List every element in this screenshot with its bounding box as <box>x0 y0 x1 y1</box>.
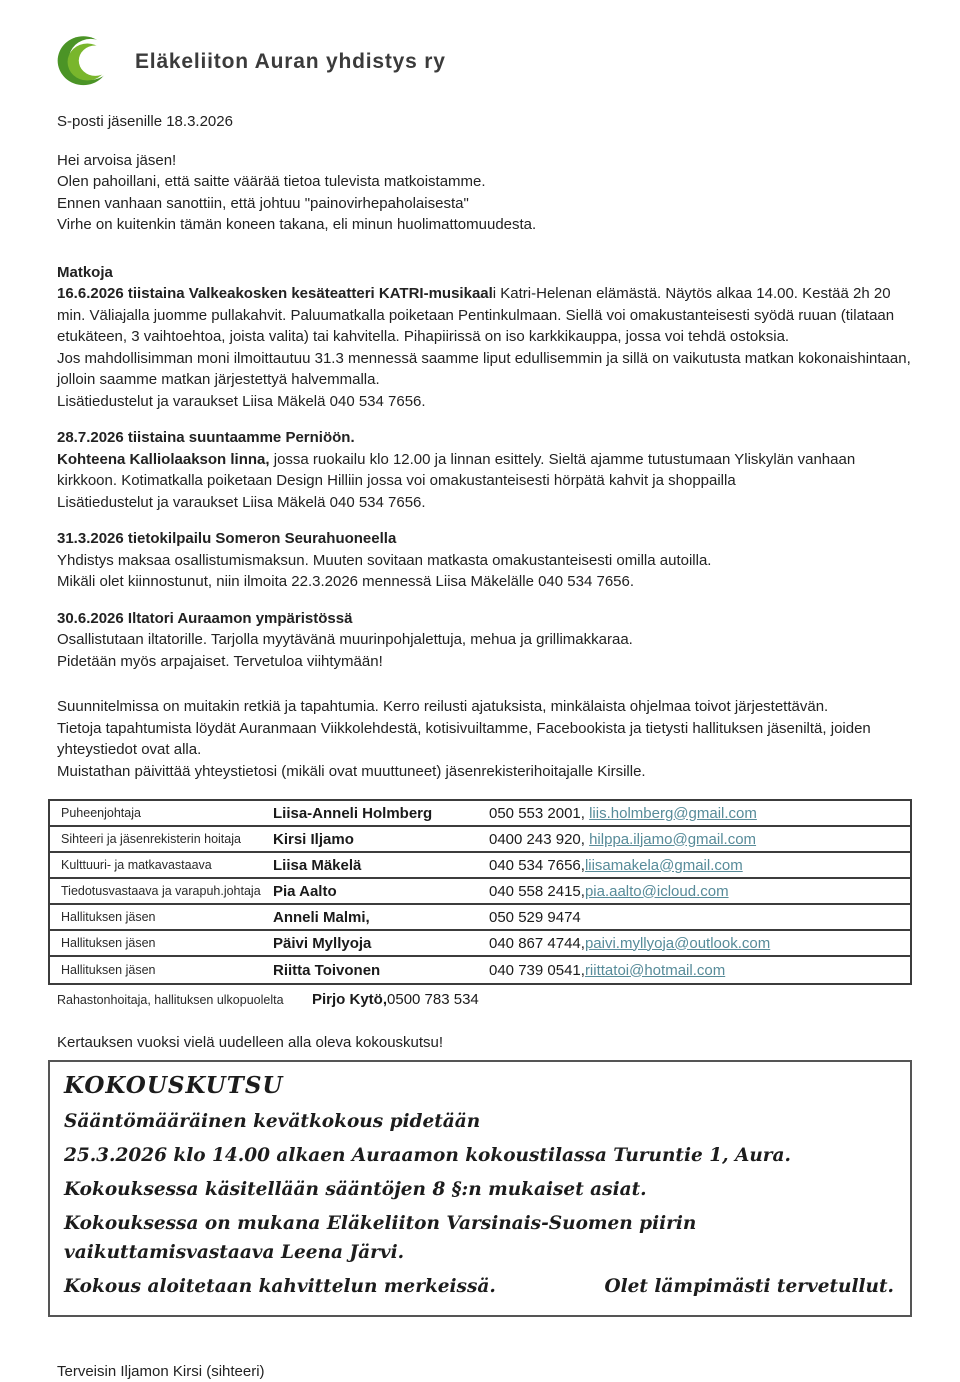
contact-role: Puheenjohtaja <box>61 806 273 820</box>
email-link[interactable]: paivi.myllyoja@outlook.com <box>585 935 770 952</box>
intro-line: Olen pahoillani, että saitte väärää tietoa tulevista matkoistamme. <box>57 171 912 193</box>
email-link[interactable]: riittatoi@hotmail.com <box>585 962 725 979</box>
plans-paragraph <box>57 696 912 782</box>
trip-pernio-description: jossa ruokailu klo 12.00 ja linnan esittely. Sieltä ajamme tutustumaan Yliskylän vanhaan kirkkoon. Kotimatkalla poiketaan Design Hilliin jossa voi omakustanteisesti hörpätä kahvit ja shoppailla <box>57 451 855 490</box>
plans-line: Suunnitelmissa on muitakin retkiä ja tapahtumia. Kerro reilusti ajatuksista, minkälaista ohjelmaa toivot järjestettävän. <box>57 696 912 718</box>
event-tietokilpailu <box>57 528 912 593</box>
table-row <box>50 801 910 827</box>
trip-pernio-contact: Lisätiedustelut ja varaukset Liisa Mäkelä 040 534 7656. <box>57 492 912 514</box>
email-link[interactable]: hilppa.iljamo@gmail.com <box>589 831 756 848</box>
date-line: S-posti jäsenille 18.3.2026 <box>57 111 912 133</box>
event-iltatori-line: Osallistutaan iltatorille. Tarjolla myytävänä muurinpohjalettuja, mehua ja grillimakkaraa. <box>57 629 912 651</box>
trip-valkeakoski-contact: Lisätiedustelut ja varaukset Liisa Mäkelä 040 534 7656. <box>57 391 912 413</box>
event-iltatori-line: Pidetään myös arpajaiset. Tervetuloa viihtymään! <box>57 651 912 673</box>
closing-line: Terveisin Iljamon Kirsi (sihteeri) <box>57 1361 912 1382</box>
contact-phone-email: 050 553 2001, liis.holmberg@gmail.com <box>489 805 910 822</box>
contact-role: Hallituksen jäsen <box>61 963 273 977</box>
contact-name: Anneli Malmi, <box>273 909 489 926</box>
treasurer-phone: 0500 783 534 <box>387 991 479 1008</box>
trip-valkeakoski <box>57 283 912 412</box>
contact-role: Kulttuuri- ja matkavastaava <box>61 858 273 872</box>
event-iltatori <box>57 608 912 673</box>
contact-phone-email: 040 558 2415,pia.aalto@icloud.com <box>489 883 910 900</box>
treasurer-role: Rahastonhoitaja, hallituksen ulkopuolelta <box>57 993 312 1007</box>
intro-paragraph <box>57 150 912 236</box>
org-logo-icon <box>57 35 123 89</box>
contact-name: Liisa-Anneli Holmberg <box>273 805 489 822</box>
plans-line: Tietoja tapahtumista löydät Auranmaan Viikkolehdestä, kotisivuiltamme, Facebookista ja tietysti hallituksen jäseniltä, joiden yhteystiedot ovat alla. <box>57 718 912 761</box>
meeting-notice-welcome: Olet lämpimästi tervetullut. <box>604 1272 894 1301</box>
contacts-table <box>48 799 912 985</box>
contact-name: Kirsi Iljamo <box>273 831 489 848</box>
contact-phone-email: 040 739 0541,riittatoi@hotmail.com <box>489 962 910 979</box>
email-link[interactable]: liis.holmberg@gmail.com <box>589 805 757 822</box>
trip-valkeakoski-tickets-note: Jos mahdollisimman moni ilmoittautuu 31.3 mennessä saamme liput edullisemmin ja sillä on vaikutusta matkan kokonaishintaan, jolloin saamme matkan järjestettyä halvemmalla. <box>57 348 912 391</box>
plans-line: Muistathan päivittää yhteystietosi (mikäli ovat muuttuneet) jäsenrekisterihoitajalle Kirsille. <box>57 761 912 783</box>
event-tietokilpailu-title: 31.3.2026 tietokilpailu Someron Seurahuoneella <box>57 528 912 550</box>
trip-pernio <box>57 427 912 513</box>
table-row <box>50 853 910 879</box>
email-link[interactable]: liisamakela@gmail.com <box>585 857 743 874</box>
meeting-notice-line: Sääntömääräinen kevätkokous pidetään <box>64 1107 894 1136</box>
table-row <box>50 931 910 957</box>
reminder-line: Kertauksen vuoksi vielä uudelleen alla oleva kokouskutsu! <box>57 1032 912 1054</box>
table-row <box>50 905 910 931</box>
contact-role: Hallituksen jäsen <box>61 910 273 924</box>
contact-name: Pia Aalto <box>273 883 489 900</box>
intro-line: Ennen vanhaan sanottiin, että johtuu "painovirhepaholaisesta" <box>57 193 912 215</box>
intro-line: Virhe on kuitenkin tämän koneen takana, eli minun huolimattomuudesta. <box>57 214 912 236</box>
table-row <box>50 879 910 905</box>
section-title-matkoja: Matkoja <box>57 262 912 284</box>
contact-phone-email: 0400 243 920, hilppa.iljamo@gmail.com <box>489 831 910 848</box>
meeting-notice-line: Kokouksessa käsitellään sääntöjen 8 §:n mukaiset asiat. <box>64 1175 894 1204</box>
contact-name: Päivi Myllyoja <box>273 935 489 952</box>
table-row <box>50 957 910 983</box>
meeting-notice-line <box>64 1272 894 1301</box>
treasurer-line <box>57 991 912 1008</box>
meeting-notice-coffee: Kokous aloitetaan kahvittelun merkeissä. <box>64 1272 496 1301</box>
meeting-notice-line: 25.3.2026 klo 14.00 alkaen Auraamon kokoustilassa Turuntie 1, Aura. <box>64 1141 894 1170</box>
table-row <box>50 827 910 853</box>
event-tietokilpailu-line: Mikäli olet kiinnostunut, niin ilmoita 22.3.2026 mennessä Liisa Mäkelälle 040 534 7656. <box>57 571 912 593</box>
trip-pernio-title: 28.7.2026 tiistaina suuntaamme Perniöön. <box>57 427 912 449</box>
meeting-notice-line: Kokouksessa on mukana Eläkeliiton Varsinais-Suomen piirin vaikuttamisvastaava Leena Järvi. <box>64 1209 894 1267</box>
trip-valkeakoski-description: i Katri-Helenan elämästä. Näytös alkaa 14.00. Kestää 2h 20 min. Väliajalla juomme pullakahvit. Paluumatkalla poiketaan Pentinkulmaan. Siellä voi omakustanteisesti syödä ruuan (tilataan etukäteen, 3 vaihtoehtoa, joista valita) tai kahvitella. Pihapiirissä on iso karkkikauppa, jossa voi tehdä ostoksia. <box>57 285 894 345</box>
event-iltatori-title: 30.6.2026 Iltatori Auraamon ympäristössä <box>57 608 912 630</box>
trip-pernio-destination: Kohteena Kalliolaakson linna, <box>57 451 270 468</box>
trip-valkeakoski-paragraph <box>57 283 912 348</box>
contact-name: Liisa Mäkelä <box>273 857 489 874</box>
contact-name: Riitta Toivonen <box>273 962 489 979</box>
contact-role: Sihteeri ja jäsenrekisterin hoitaja <box>61 832 273 846</box>
intro-line: Hei arvoisa jäsen! <box>57 150 912 172</box>
meeting-notice-box <box>48 1060 912 1317</box>
meeting-notice-title: KOKOUSKUTSU <box>64 1070 894 1102</box>
trip-valkeakoski-title: 16.6.2026 tiistaina Valkeakosken kesäteatteri KATRI-musikaal <box>57 285 493 302</box>
contact-role: Hallituksen jäsen <box>61 936 273 950</box>
trip-pernio-paragraph <box>57 449 912 492</box>
org-logo <box>57 35 912 89</box>
contact-phone-email: 040 534 7656,liisamakela@gmail.com <box>489 857 910 874</box>
org-name: Eläkeliiton Auran yhdistys ry <box>135 50 446 74</box>
contact-role: Tiedotusvastaava ja varapuh.johtaja <box>61 884 273 898</box>
contact-phone-email: 050 529 9474 <box>489 909 910 926</box>
treasurer-name: Pirjo Kytö, <box>312 991 387 1008</box>
event-tietokilpailu-line: Yhdistys maksaa osallistumismaksun. Muuten sovitaan matkasta omakustanteisesti omilla autoilla. <box>57 550 912 572</box>
email-link[interactable]: pia.aalto@icloud.com <box>585 883 729 900</box>
contact-phone-email: 040 867 4744,paivi.myllyoja@outlook.com <box>489 935 910 952</box>
